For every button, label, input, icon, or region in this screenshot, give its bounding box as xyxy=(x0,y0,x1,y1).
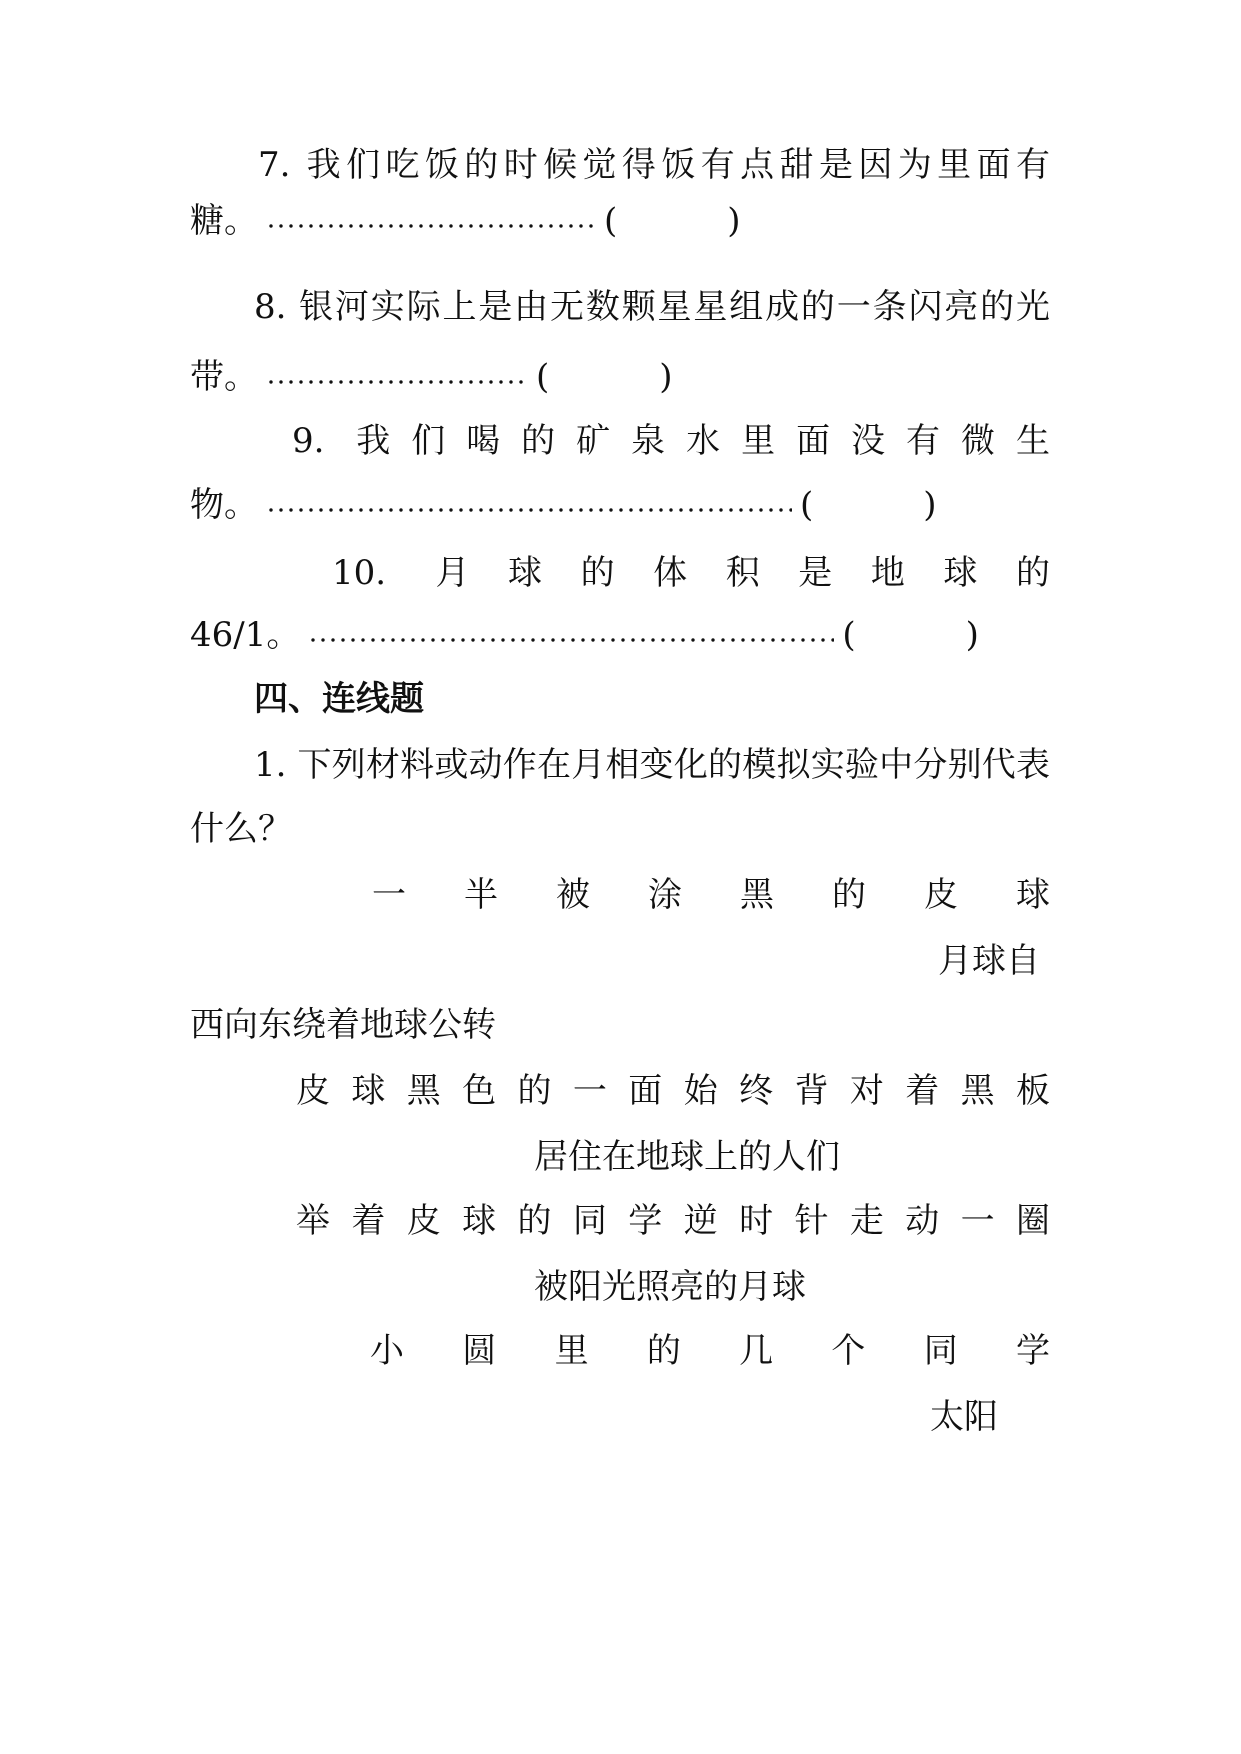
match-right-3: 被阳光照亮的月球 xyxy=(534,1267,806,1307)
dot-leader xyxy=(266,379,528,385)
dot-leader xyxy=(266,223,596,229)
match-left-1: 一半被涂黑的皮球 xyxy=(372,875,1050,915)
item-7-line2 xyxy=(190,200,930,242)
match-left-4: 小圆里的几个同学 xyxy=(370,1331,1050,1371)
match-right-2: 居住在地球上的人们 xyxy=(534,1137,840,1177)
question-line2: 什么？ xyxy=(190,809,292,849)
match-right-1-cont: 西向东绕着地球公转 xyxy=(190,1005,496,1045)
item-9-line2 xyxy=(190,484,990,526)
item-8-line2 xyxy=(190,356,930,398)
match-left-3: 举着皮球的同学逆时针走动一圈 xyxy=(296,1201,1050,1241)
item-9-tail: 物。 xyxy=(190,485,258,525)
answer-paren-close: ) xyxy=(923,485,937,525)
answer-paren-open: ( xyxy=(800,485,814,525)
item-10-line1: 10. 月球的体积是地球的 xyxy=(332,553,1050,593)
item-7-line1: 7. 我们吃饭的时候觉得饭有点甜是因为里面有 xyxy=(258,145,1050,185)
answer-paren-close: ) xyxy=(659,357,673,397)
answer-paren-open: ( xyxy=(604,201,618,241)
question-line1: 1. 下列材料或动作在月相变化的模拟实验中分别代表 xyxy=(254,745,1050,785)
item-9-line1: 9. 我们喝的矿泉水里面没有微生 xyxy=(292,421,1050,461)
dot-leader xyxy=(266,507,792,513)
item-8-line1: 8. 银河实际上是由无数颗星星组成的一条闪亮的光 xyxy=(254,287,1050,327)
answer-paren-close: ) xyxy=(965,615,979,655)
item-7-tail: 糖。 xyxy=(190,201,258,241)
match-left-2: 皮球黑色的一面始终背对着黑板 xyxy=(296,1071,1050,1111)
section-heading: 四、连线题 xyxy=(254,679,424,719)
dot-leader xyxy=(308,637,834,643)
answer-paren-open: ( xyxy=(536,357,550,397)
answer-paren-close: ) xyxy=(727,201,741,241)
item-8-tail: 带。 xyxy=(190,357,258,397)
match-right-1: 月球自 xyxy=(938,941,1040,981)
match-right-4: 太阳 xyxy=(930,1397,998,1437)
item-10-line2 xyxy=(190,614,990,656)
answer-paren-open: ( xyxy=(842,615,856,655)
item-10-tail: 46/1。 xyxy=(190,615,301,655)
